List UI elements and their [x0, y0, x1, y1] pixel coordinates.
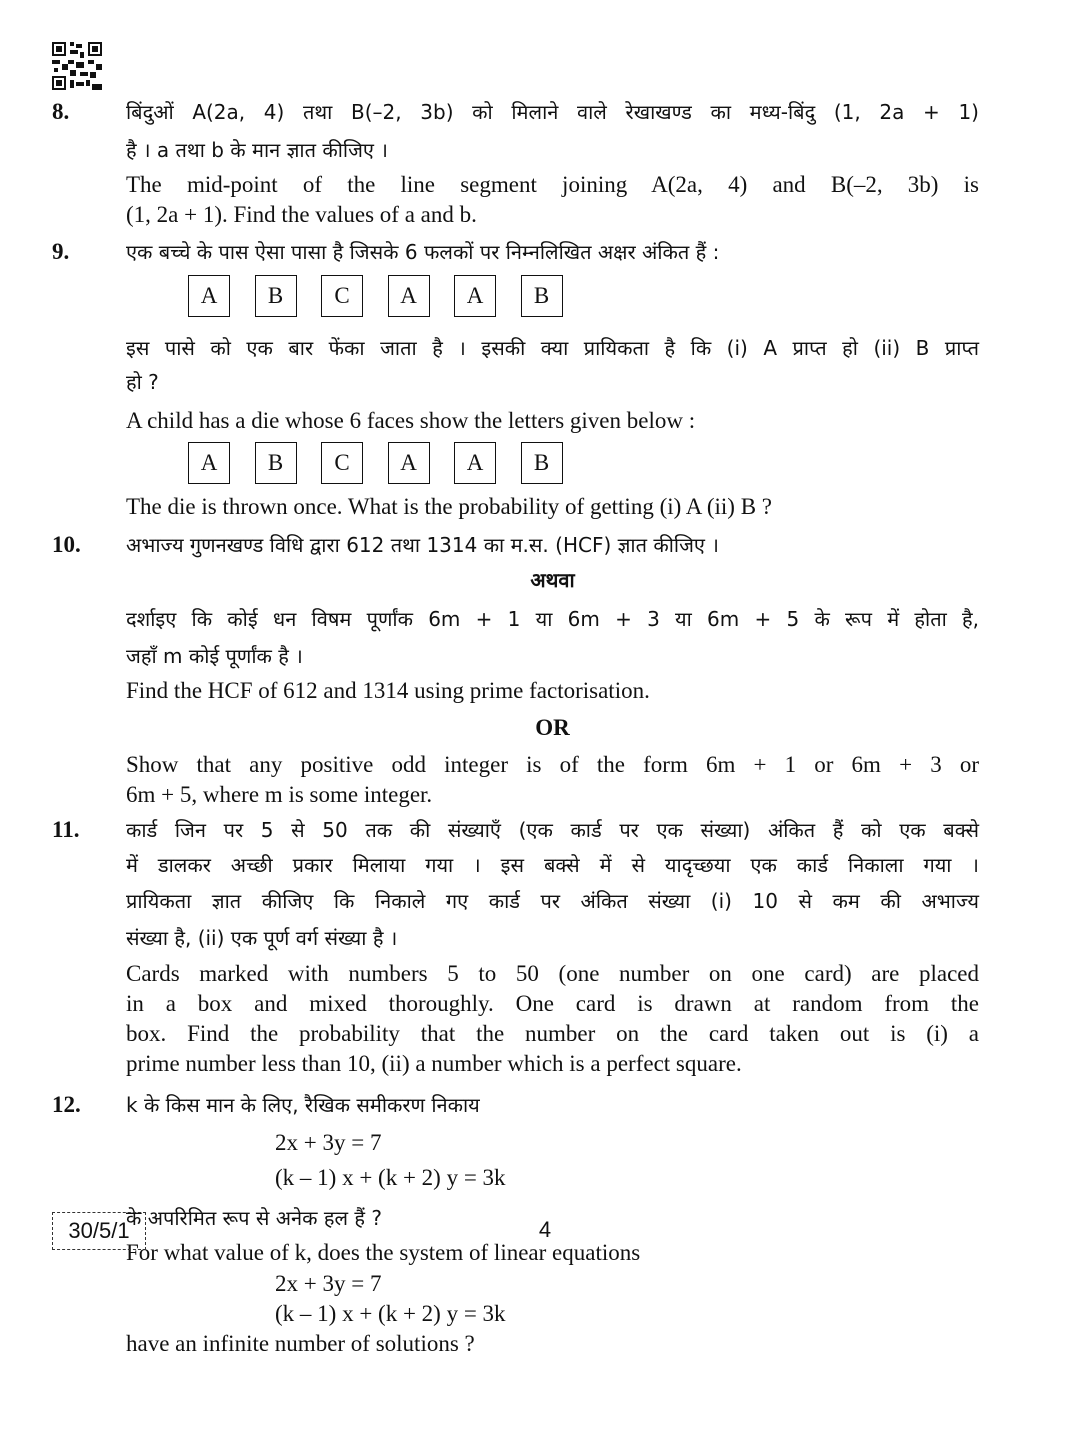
question-number-8: 8.	[52, 99, 70, 124]
q11-english-line-4: prime number less than 10, (ii) a number which is a perfect square.	[126, 1051, 742, 1076]
die-face: A	[388, 275, 430, 317]
equation-1-hindi: 2x + 3y = 7	[275, 1130, 382, 1155]
q10-hindi-line-1: अभाज्य गुणनखण्ड विधि द्वारा 612 तथा 1314 का म.स. (HCF) ज्ञात कीजिए ।	[126, 533, 719, 557]
paper-code: 30/5/1	[52, 1212, 146, 1250]
equation-2-hindi: (k – 1) x + (k + 2) y = 3k	[275, 1165, 506, 1190]
q10-hindi-line-3: जहाँ m कोई पूर्णांक है ।	[126, 644, 303, 668]
die-face: A	[188, 442, 230, 484]
q12-hindi-line-2: के अपरिमित रूप से अनेक हल हैं ?	[126, 1206, 382, 1230]
q11-hindi-line-2: में डालकर अच्छी प्रकार मिलाया गया । इस बक्से में से यादृच्छया एक कार्ड निकाला गया ।	[126, 853, 979, 877]
die-faces-english	[188, 442, 587, 484]
equation-2-english: (k – 1) x + (k + 2) y = 3k	[275, 1301, 506, 1326]
q9-english-line-2: The die is thrown once. What is the probability of getting (i) A (ii) B ?	[126, 494, 772, 519]
q11-hindi-line-1: कार्ड जिन पर 5 से 50 तक की संख्याएँ (एक कार्ड पर एक संख्या) अंकित हैं को एक बक्से	[126, 818, 979, 842]
q9-hindi-line-3: हो ?	[126, 370, 159, 394]
question-number-12: 12.	[52, 1092, 81, 1117]
die-face: C	[321, 442, 363, 484]
q11-english-line-1: Cards marked with numbers 5 to 50 (one number on one card) are placed	[126, 961, 979, 986]
q12-english-line-2: have an infinite number of solutions ?	[126, 1331, 475, 1356]
question-number-11: 11.	[52, 817, 80, 842]
q11-hindi-line-3: प्रायिकता ज्ञात कीजिए कि निकाले गए कार्ड पर अंकित संख्या (i) 10 से कम की अभाज्य	[126, 889, 979, 913]
die-face: A	[454, 442, 496, 484]
die-face: C	[321, 275, 363, 317]
die-faces-hindi	[188, 275, 587, 317]
q12-hindi-line-1: k के किस मान के लिए, रैखिक समीकरण निकाय	[126, 1093, 480, 1117]
q11-hindi-line-4: संख्या है, (ii) एक पूर्ण वर्ग संख्या है ।	[126, 926, 398, 950]
q8-english-line-2: (1, 2a + 1). Find the values of a and b.	[126, 202, 477, 227]
q9-english-line-1: A child has a die whose 6 faces show the letters given below :	[126, 408, 696, 433]
question-number-10: 10.	[52, 532, 81, 557]
q8-hindi-line-1: बिंदुओं A(2a, 4) तथा B(–2, 3b) को मिलाने वाले रेखाखण्ड का मध्य-बिंदु (1, 2a + 1)	[126, 100, 979, 124]
q10-english-line-2: Show that any positive odd integer is of the form 6m + 1 or 6m + 3 or	[126, 752, 979, 777]
die-face: B	[255, 275, 297, 317]
or-english: OR	[535, 715, 570, 740]
or-hindi: अथवा	[530, 568, 575, 592]
die-face: B	[521, 275, 563, 317]
q8-hindi-line-2: है । a तथा b के मान ज्ञात कीजिए ।	[126, 138, 388, 162]
q11-english-line-2: in a box and mixed thoroughly. One card is drawn at random from the	[126, 991, 979, 1016]
die-face: A	[188, 275, 230, 317]
q12-english-line-1: For what value of k, does the system of linear equations	[126, 1240, 641, 1265]
equation-1-english: 2x + 3y = 7	[275, 1271, 382, 1296]
die-face: B	[521, 442, 563, 484]
q10-hindi-line-2: दर्शाइए कि कोई धन विषम पूर्णांक 6m + 1 या 6m + 3 या 6m + 5 के रूप में होता है,	[126, 607, 979, 631]
q9-hindi-line-2: इस पासे को एक बार फेंका जाता है । इसकी क्या प्रायिकता है कि (i) A प्राप्त हो (ii) B प्राप्त	[126, 336, 979, 360]
qr-code-icon	[52, 42, 102, 90]
q9-hindi-line-1: एक बच्चे के पास ऐसा पासा है जिसके 6 फलकों पर निम्नलिखित अक्षर अंकित हैं :	[126, 240, 720, 264]
page-number: 4	[538, 1217, 552, 1242]
q11-english-line-3: box. Find the probability that the number on the card taken out is (i) a	[126, 1021, 979, 1046]
q10-english-line-3: 6m + 5, where m is some integer.	[126, 782, 433, 807]
die-face: B	[255, 442, 297, 484]
q8-english-line-1: The mid-point of the line segment joining A(2a, 4) and B(–2, 3b) is	[126, 172, 979, 197]
question-number-9: 9.	[52, 239, 70, 264]
die-face: A	[388, 442, 430, 484]
q10-english-line-1: Find the HCF of 612 and 1314 using prime factorisation.	[126, 678, 650, 703]
die-face: A	[454, 275, 496, 317]
